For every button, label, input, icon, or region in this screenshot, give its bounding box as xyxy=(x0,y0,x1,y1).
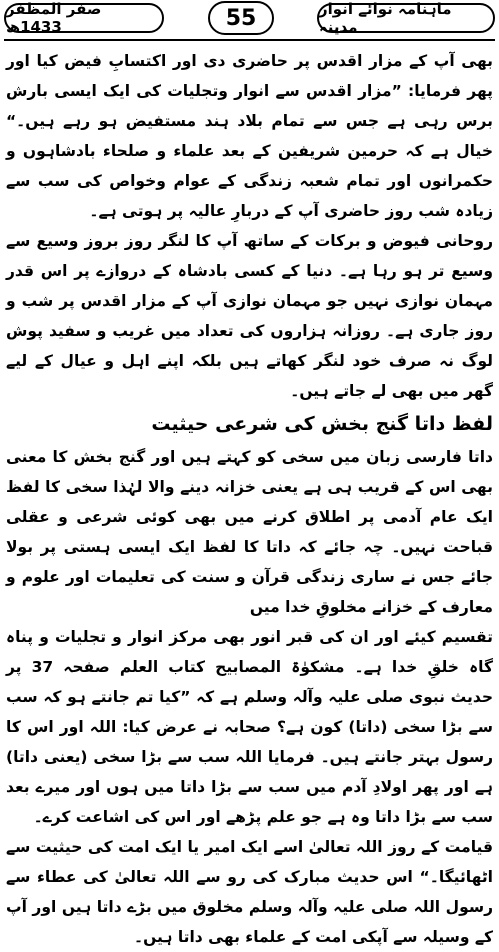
paragraph-1: بھی آپ کے مزار اقدس پر حاضری دی اور اکتسابِ فیض کیا اور پھر فرمایا: ”مزار اقدس سے انوار وتجلیات کی ایک ایسی بارش برس رہی ہے جس سے تمام بلاد ہند مستفیض ہو رہے ہیں۔“ خیال ہے کہ حرمین شریفین کے بعد علماء و صلحاء بادشاہوں و حکمرانوں اور تمام شعبہ زندگی کے عوام وخواص کی سب سے زیادہ شب روز حاضری آپ کے دربارِ عالیہ پر ہوتی ہے۔ xyxy=(6,52,493,220)
header-divider xyxy=(4,39,495,41)
paragraph-2: روحانی فیوض و برکات کے ساتھ آپ کا لنگر روز بروز وسیع سے وسیع تر ہو رہا ہے۔ دنیا کے کسی بادشاہ کے دروازے پر اس قدر مہمان نوازی نہیں جو مہمان نوازی آپ کے مزار اقدس پر شب و روز جاری ہے۔ روزانہ ہزاروں کی تعداد میں غریب و سفید پوش لوگ نہ صرف خود لنگر کھاتے ہیں بلکہ اپنے اہل و عیال کے لیے گھر میں بھی لے جاتے ہیں۔ xyxy=(6,232,493,400)
article-body xyxy=(6,46,493,952)
page-header xyxy=(0,0,499,44)
paragraph-3: داتا فارسی زبان میں سخی کو کہتے ہیں اور گنج بخش کا معنی بھی اس کے قریب ہی ہے یعنی خزانہ دینے والا لہٰذا سخی کا لفظ ایک عام آدمی پر اطلاق کرنے میں بھی کوئی شرعی و عقلی قباحت نہیں۔ چہ جائے کہ داتا کا لفظ ایک ایسی ہستی پر بولا جائے جس نے ساری زندگی قرآن و سنت کی تعلیمات اور علوم و معارف کے خزانے مخلوقِ خدا میں xyxy=(6,448,493,616)
page-number: 55 xyxy=(208,1,274,35)
paragraph-4: تقسیم کیئے اور ان کی قبر انور بھی مرکز انوار و تجلیات و پناہ گاہ خلقِ خدا ہے۔ مشکوٰۃ المصابیح کتاب العلم صفحہ 37 پر حدیث نبوی صلی علیہ وآلہ وسلم ہے کہ ”کیا تم جانتے ہو کہ سب سے بڑا سخی (داتا) کون ہے؟ صحابہ نے عرض کیا: اللہ اور اس کا رسول بہتر جانتے ہیں۔ فرمایا اللہ سب سے بڑا سخی (یعنی داتا) ہے اور پھر اولادِ آدم میں سب سے بڑا داتا میں ہوں اور میرے بعد سب سے بڑا داتا وہ ہے جو علم پڑھے اور اس کی اشاعت کرے۔ xyxy=(6,628,493,826)
section-heading: لفظ داتا گنج بخش کی شرعی حیثیت xyxy=(151,413,493,435)
magazine-title: ماہنامہ نوائے انوار مدینہ xyxy=(317,3,495,33)
issue-date-label: صفر المظفر 1433ھ xyxy=(4,3,164,33)
paragraph-5: قیامت کے روز اللہ تعالیٰ اسے ایک امیر یا ایک امت کی حیثیت سے اٹھائیگا۔“ اس حدیث مبارک کی رو سے اللہ تعالیٰ کی عطاء سے رسول اللہ صلی علیہ وآلہ وسلم مخلوق میں بڑے داتا ہیں اور آپ کے وسیلہ سے آپکی امت کے علماء بھی داتا ہیں۔ xyxy=(6,838,493,946)
